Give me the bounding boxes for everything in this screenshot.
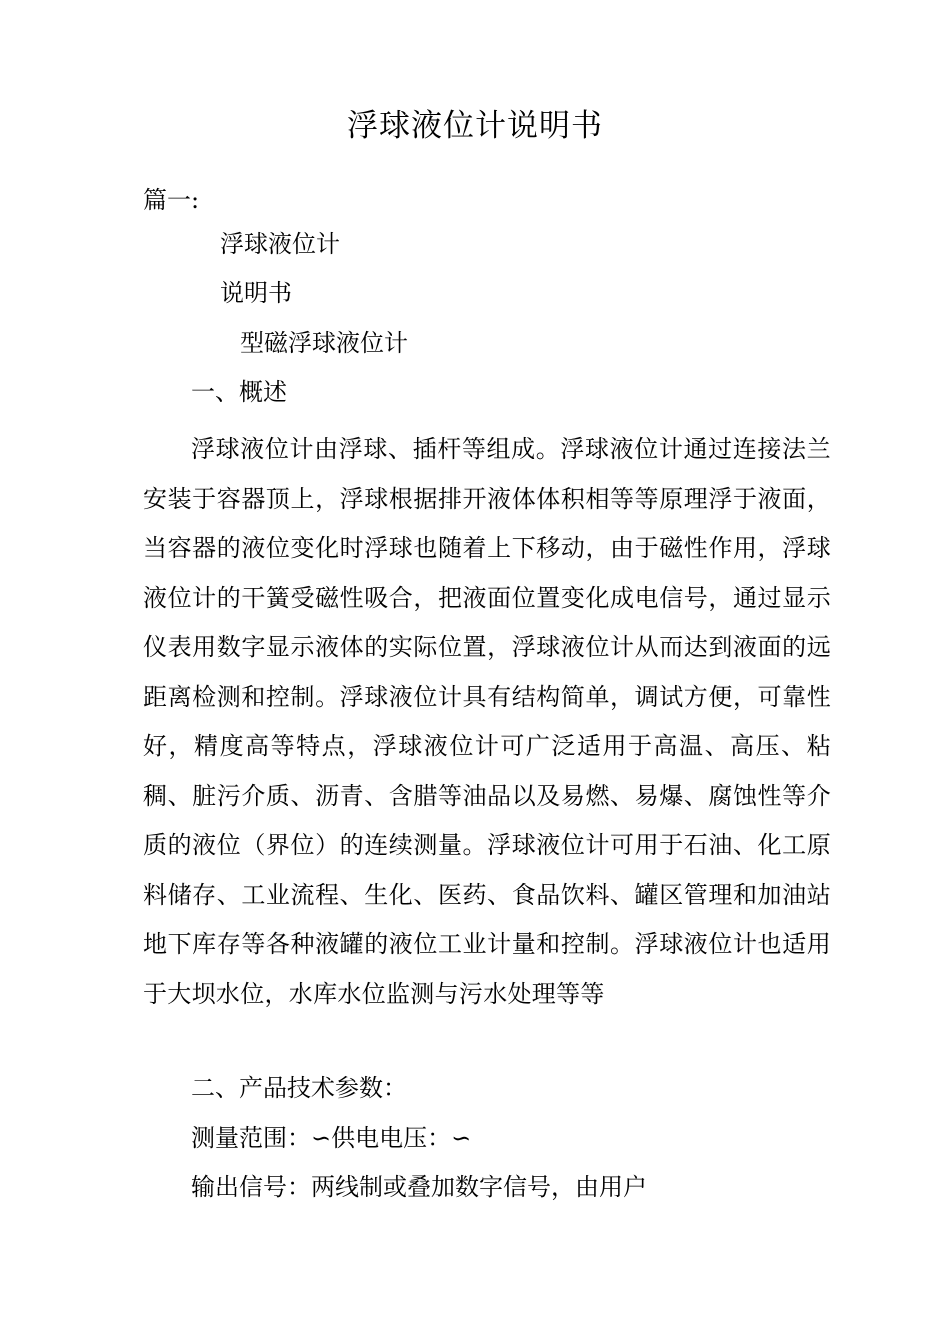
section-heading-overview: 一、概述 — [191, 378, 287, 406]
subheading-manual: 说明书 — [220, 279, 292, 307]
parameter-line-range-voltage: 测量范围：∽供电电压：∽ — [191, 1124, 472, 1152]
section-heading-parameters: 二、产品技术参数： — [191, 1074, 407, 1102]
subheading-product: 浮球液位计 — [220, 230, 340, 258]
section-label: 篇一: — [143, 186, 200, 214]
parameter-line-output-signal: 输出信号：两线制或叠加数字信号，由用户 — [191, 1173, 647, 1201]
document-title: 浮球液位计说明书 — [347, 108, 603, 144]
subheading-model: 型磁浮球液位计 — [240, 329, 408, 357]
overview-paragraph: 浮球液位计由浮球、插杆等组成。浮球液位计通过连接法兰安装于容器顶上，浮球根据排开液体体积相等等原理浮于液面，当容器的液位变化时浮球也随着上下移动，由于磁性作用，浮球液位计的干簧受磁性吸合，把液面位置变化成电信号，通过显示仪表用数字显示液体的实际位置，浮球液位计从而达到液面的远距离检测和控制。浮球液位计具有结构简单，调试方便，可靠性好，精度高等特点，浮球液位计可广泛适用于高温、高压、粘稠、脏污介质、沥青、含腊等油品以及易燃、易爆、腐蚀性等介质的液位（界位）的连续测量。浮球液位计可用于石油、化工原料储存、工业流程、生化、医药、食品饮料、罐区管理和加油站地下库存等各种液罐的液位工业计量和控制。浮球液位计也适用于大坝水位，水库水位监测与污水处理等等 — [143, 435, 831, 1008]
